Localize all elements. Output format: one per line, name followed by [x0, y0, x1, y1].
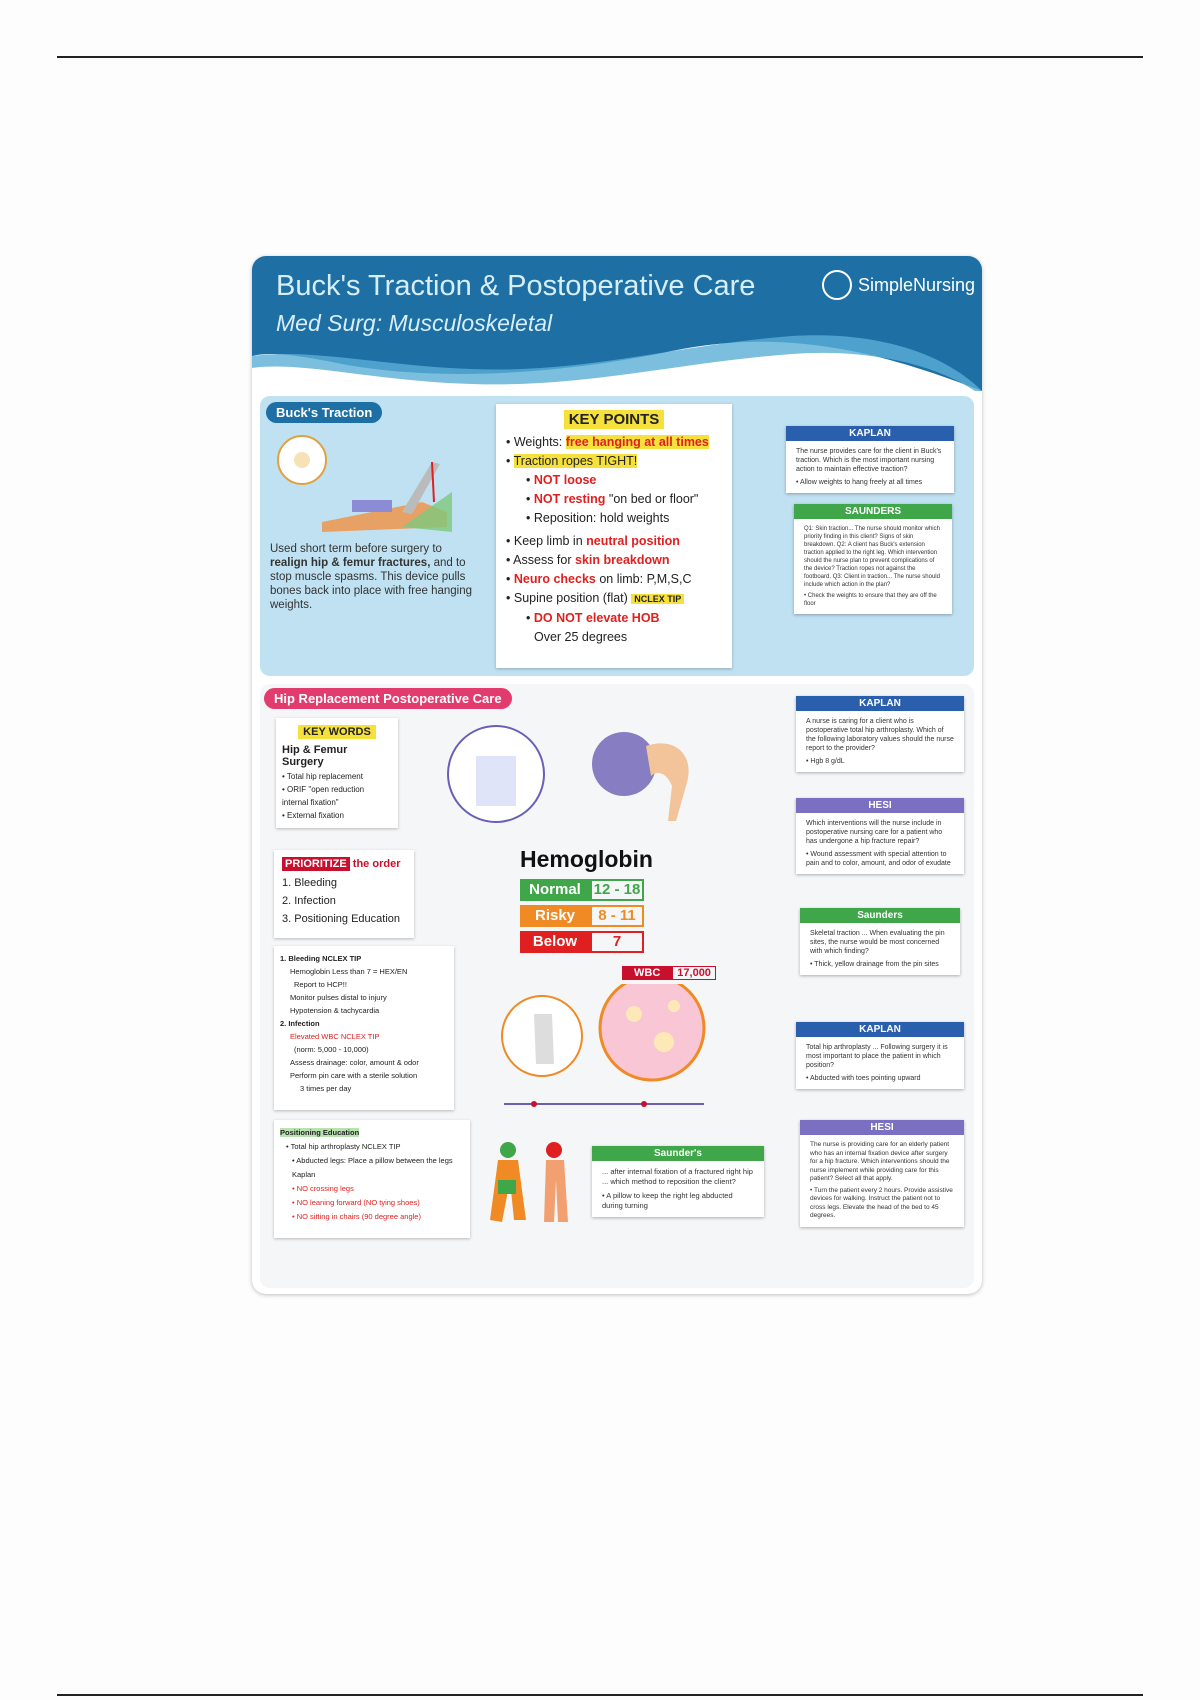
leg-position-illustration — [484, 1140, 574, 1230]
kaplan-card-1: KAPLAN The nurse provides care for the client in Buck's traction. Which is the most important nursing action to maintain effective traction? • Allow weights to hang freely at all times — [786, 426, 954, 493]
brand — [822, 270, 975, 300]
list-item: • Neuro checks on limb: P,M,S,C — [506, 572, 692, 586]
prioritize-card — [274, 850, 414, 938]
detail-line: Hypotension & tachycardia — [290, 1006, 380, 1015]
saunders-card-2: Saunders Skeletal traction ... When evaluating the pin sites, the nurse would be most concerned with which finding? • Thick, yellow drainage from the pin sites — [800, 908, 960, 975]
list-item: • Assess for skin breakdown — [506, 553, 670, 567]
top-rule — [57, 56, 1143, 58]
bucks-traction-section — [260, 396, 974, 676]
detail-line: Elevated WBC NCLEX TIP — [290, 1032, 380, 1041]
list-item: • Keep limb in neutral position — [506, 534, 680, 548]
brand-name: SimpleNursing — [858, 274, 976, 295]
bucks-description — [270, 542, 480, 612]
hemoglobin-row-normal: Normal 12 - 18 — [520, 879, 680, 901]
list-item: • Weights: free hanging at all times — [506, 435, 709, 449]
list-item: 3. Positioning Education — [282, 913, 401, 925]
hesi-card-1: HESI Which interventions will the nurse include in postoperative nursing care for a patient who has undergone a hip fracture repair? • Wound assessment with special attention to pain and to color, amount, and odor of exudate — [796, 798, 964, 874]
list-item: Over 25 degrees — [534, 630, 628, 644]
traction-illustration — [272, 432, 452, 532]
hip-anatomy-illustration — [446, 716, 706, 826]
list-item: • NO leaning forward (NO tying shoes) — [292, 1198, 420, 1207]
bucks-description-pre: Used short term before surgery to — [270, 543, 442, 555]
hesi-card-2: HESI The nurse is providing care for an elderly patient who has an internal fixation device after surgery for a hip fracture. Which interventions should the nurse implement while providing care for this patient? Select all that apply. • Turn the patient every 2 hours. Provide assistive devices for walking. Instruct the patient not to cross legs. Elevate the head of the bed to 45 degrees. — [800, 1120, 964, 1227]
kaplan-card-3: KAPLAN Total hip arthroplasty ... Following surgery it is most important to place the patient in which position? • Abducted with toes pointing upward — [796, 1022, 964, 1089]
list-item: • Traction ropes TIGHT! — [506, 454, 638, 468]
list-item: • External fixation — [282, 811, 344, 820]
list-item: • NOT resting "on bed or floor" — [526, 492, 699, 506]
detail-line: 1. Bleeding NCLEX TIP — [280, 954, 362, 963]
hip-replacement-pill: Hip Replacement Postoperative Care — [264, 688, 512, 709]
hemoglobin-row-below: Below 7 — [520, 931, 680, 953]
positioning-title: Positioning Education — [280, 1128, 360, 1137]
list-item: 1. Bleeding — [282, 877, 338, 889]
saunders-card-hip: Saunder's ... after internal fixation of a fractured right hip ... which method to reposition the client? • A pillow to keep the right leg abducted during turning — [592, 1146, 764, 1217]
header-banner — [252, 256, 982, 391]
bottom-rule — [57, 1694, 1143, 1696]
kaplan-card-2: KAPLAN A nurse is caring for a client who is postoperative total hip arthroplasty. Which of the following laboratory values should the nurse report to the provider? • Hgb 8 g/dL — [796, 696, 964, 772]
list-item: • Abducted legs: Place a pillow between the legs Kaplan — [292, 1156, 453, 1179]
key-words-title: KEY WORDS — [298, 725, 376, 739]
hemoglobin-block — [520, 846, 680, 957]
list-item: • NOT loose — [526, 473, 597, 487]
list-item: • Supine position (flat) NCLEX TIP — [506, 589, 722, 609]
detail-line: Report to HCP!! — [294, 980, 347, 989]
infographic-page — [252, 256, 982, 1294]
detail-line: 3 times per day — [300, 1084, 352, 1093]
prioritize-rest: the order — [352, 858, 401, 870]
key-points-list — [506, 433, 722, 647]
hip-replacement-section — [260, 684, 974, 1288]
list-item: • ORIF "open reduction internal fixation" — [282, 785, 365, 807]
key-words-card — [276, 718, 398, 828]
prioritize-tag: PRIORITIZE — [282, 857, 350, 871]
list-item: • Total hip replacement — [282, 772, 363, 781]
detail-line: Perform pin care with a sterile solution — [290, 1071, 418, 1080]
page-title: Buck's Traction & Postoperative Care — [276, 270, 756, 302]
positioning-education-card — [274, 1120, 470, 1238]
bucks-description-bold: realign hip & femur fractures, — [270, 557, 431, 569]
detail-line: Assess drainage: color, amount & odor — [290, 1058, 419, 1067]
list-item: • Reposition: hold weights — [526, 511, 670, 525]
key-points-title: KEY POINTS — [564, 410, 665, 429]
bucks-description-post: and to stop muscle spasms. This device pulls bones back into place with free hanging weights. — [270, 557, 473, 611]
infection-illustration — [494, 984, 724, 1114]
list-item: • DO NOT elevate HOB — [526, 611, 660, 625]
detail-line: 2. Infection — [280, 1019, 320, 1028]
saunders-card-1: SAUNDERS Q1: Skin traction... The nurse should monitor which priority finding in this client? Signs of skin breakdown. Q2: A client has Buck's extension traction applied to the right leg. Which intervention should the nurse plan to prevent complications of the device? Traction ropes not against the footboard. Q3: Client in traction... The nurse should include which action in the plan? • Check the weights to ensure that they are off the floor — [794, 504, 952, 614]
key-words-subtitle: Hip & Femur Surgery — [282, 744, 348, 768]
bucks-traction-pill: Buck's Traction — [266, 402, 382, 423]
list-item: • NO sitting in chairs (90 degree angle) — [292, 1212, 421, 1221]
list-item: 2. Infection — [282, 895, 336, 907]
wbc-badge: WBC 17,000 — [622, 966, 716, 980]
key-points-card — [496, 404, 732, 668]
bleeding-infection-card — [274, 946, 454, 1110]
detail-line: Hemoglobin Less than 7 = HEX/EN — [290, 967, 408, 976]
detail-line: Monitor pulses distal to injury — [290, 993, 387, 1002]
brand-logo-icon — [822, 270, 852, 300]
hemoglobin-row-risky: Risky 8 - 11 — [520, 905, 680, 927]
list-item: • Total hip arthroplasty NCLEX TIP — [286, 1142, 401, 1151]
page-subtitle: Med Surg: Musculoskeletal — [276, 310, 553, 336]
hemoglobin-title: Hemoglobin — [520, 846, 653, 872]
detail-line: (norm: 5,000 - 10,000) — [294, 1045, 369, 1054]
list-item: • NO crossing legs — [292, 1184, 354, 1193]
